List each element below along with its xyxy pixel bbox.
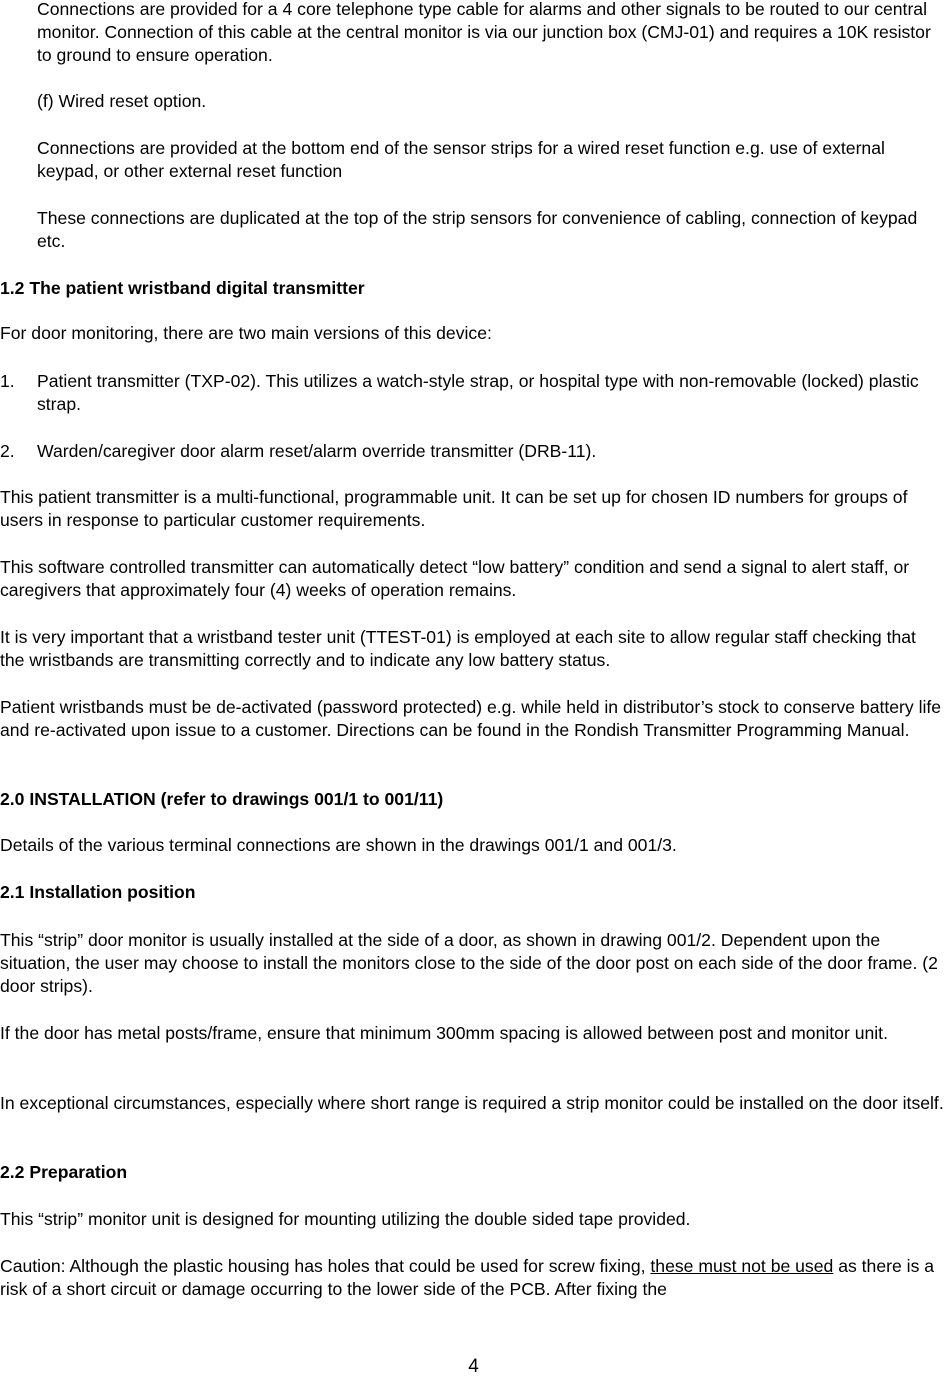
intro-paragraph-duplicated-connections: These connections are duplicated at the top of the strip sensors for convenience of cabling, connection of keypad etc.: [37, 208, 918, 251]
paragraph-deactivation: Patient wristbands must be de-activated (password protected) e.g. while held in distributor’s stock to conserve battery life and re-activated upon issue to a customer. Directions can be found in the Rondish Transmitter Programming Manual.: [0, 697, 942, 740]
intro-paragraph-reset-connections: Connections are provided at the bottom end of the sensor strips for a wired reset function e.g. use of external keypad, or other external reset function: [37, 138, 885, 181]
section-1-2-heading: 1.2 The patient wristband digital transmitter: [0, 278, 365, 298]
paragraph-low-battery: This software controlled transmitter can automatically detect “low battery” condition and send a signal to alert staff, or caregivers that approximately four (4) weeks of operation remains.: [0, 557, 910, 600]
wired-reset-subheading: (f) Wired reset option.: [37, 91, 207, 111]
paragraph-strip-installation: This “strip” door monitor is usually installed at the side of a door, as shown in drawing 001/2. Dependent upon the situation, the user may choose to install the monitors close to the side of the door post on each side of the door frame. (2 door strips).: [0, 930, 938, 996]
section-2-1-heading: 2.1 Installation position: [0, 882, 196, 902]
list-item-number: 2.: [0, 441, 15, 461]
list-item-text: Patient transmitter (TXP-02). This utilizes a watch-style strap, or hospital type with non-removable (locked) plastic strap.: [37, 371, 919, 414]
paragraph-terminal-connections: Details of the various terminal connections are shown in the drawings 001/1 and 001/3.: [0, 835, 677, 855]
paragraph-tester-unit: It is very important that a wristband tester unit (TTEST-01) is employed at each site to allow regular staff checking that the wristbands are transmitting correctly and to indicate any low battery status.: [0, 627, 916, 670]
caution-text-end: as there is a risk of a short circuit or damage occurring to the lower side of the PCB. After fixing the: [0, 1256, 935, 1299]
paragraph-double-sided-tape: This “strip” monitor unit is designed for mounting utilizing the double sided tape provided.: [0, 1209, 691, 1229]
section-1-2-lead: For door monitoring, there are two main versions of this device:: [0, 323, 492, 343]
section-2-0-heading: 2.0 INSTALLATION (refer to drawings 001/1 to 001/11): [0, 789, 444, 809]
section-2-2-heading: 2.2 Preparation: [0, 1162, 128, 1182]
paragraph-caution: [0, 1255, 945, 1301]
paragraph-exceptional-circumstances: In exceptional circumstances, especially where short range is required a strip monitor could be installed on the door itself.: [0, 1093, 944, 1113]
intro-paragraph-cable: Connections are provided for a 4 core telephone type cable for alarms and other signals to be routed to our central monitor. Connection of this cable at the central monitor is via our junction box (CMJ-01) and requires a 10K resistor to ground to ensure operation.: [37, 0, 931, 65]
paragraph-programmable-unit: This patient transmitter is a multi-functional, programmable unit. It can be set up for chosen ID numbers for groups of users in response to particular customer requirements.: [0, 487, 908, 530]
page-number: 4: [468, 1356, 479, 1377]
list-item: [0, 440, 945, 463]
list-item-number: 1.: [0, 371, 15, 391]
caution-text-start: Caution: Although the plastic housing has holes that could be used for screw fixing,: [0, 1256, 651, 1276]
list-item-text: Warden/caregiver door alarm reset/alarm override transmitter (DRB-11).: [37, 441, 597, 461]
list-item: [0, 370, 945, 416]
caution-emphasis: these must not be used: [650, 1256, 834, 1276]
paragraph-metal-posts: If the door has metal posts/frame, ensure that minimum 300mm spacing is allowed between post and monitor unit.: [0, 1023, 888, 1043]
